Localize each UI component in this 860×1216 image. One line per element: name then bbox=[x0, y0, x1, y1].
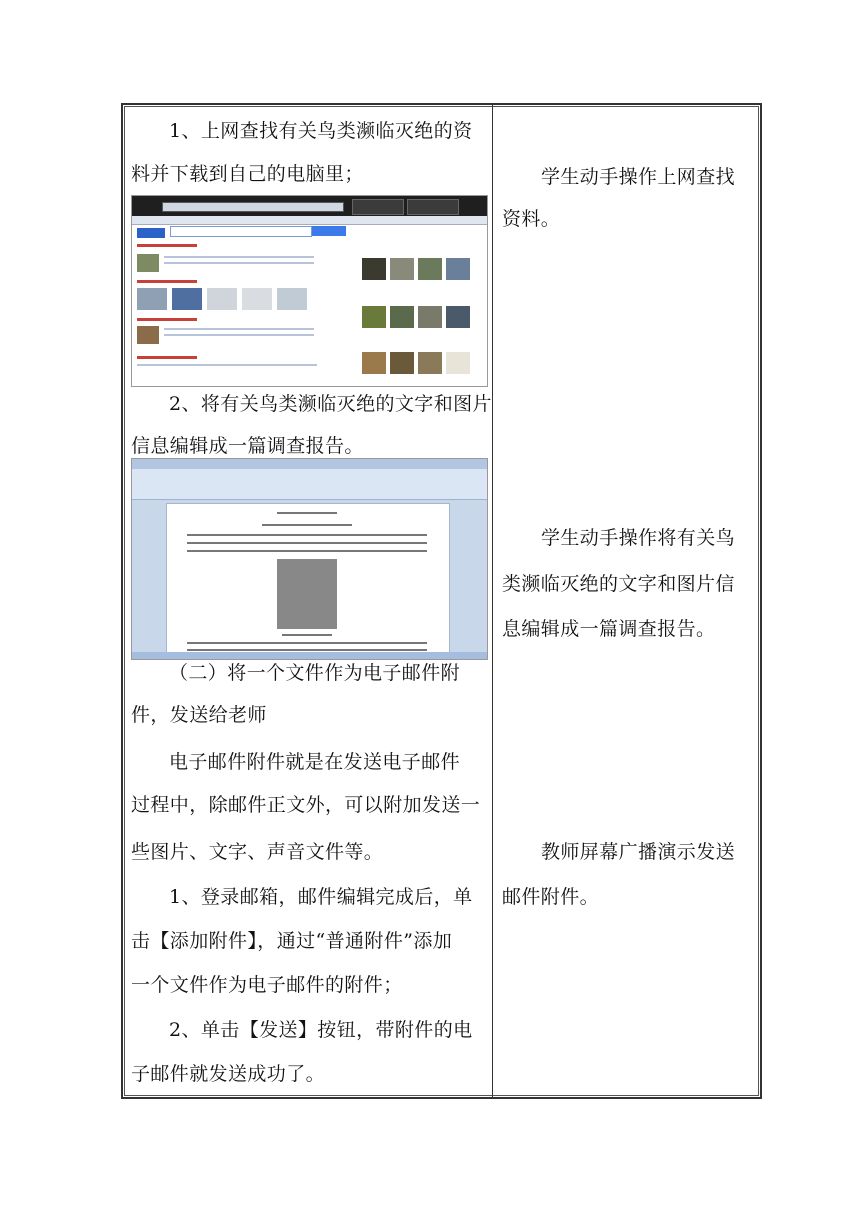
side-thumbnail bbox=[390, 352, 414, 374]
result-thumbnail bbox=[207, 288, 237, 310]
bird-photo bbox=[277, 559, 337, 629]
mail-step2-line2: 子邮件就发送成功了。 bbox=[131, 1063, 326, 1085]
side-thumbnail bbox=[418, 258, 442, 280]
doc-text bbox=[187, 642, 427, 644]
word-ribbon bbox=[132, 469, 487, 500]
result-title bbox=[137, 244, 197, 247]
side-thumbnail bbox=[362, 306, 386, 328]
result-thumbnail bbox=[137, 288, 167, 310]
result-text bbox=[164, 256, 314, 258]
side-thumbnail bbox=[418, 352, 442, 374]
mail-step2-line1: 2、单击【发送】按钮，带附件的电 bbox=[169, 1019, 473, 1041]
result-title bbox=[137, 318, 197, 321]
bookmark-bar bbox=[132, 216, 487, 225]
step1-line2: 料并下载到自己的电脑里； bbox=[131, 163, 364, 185]
section-heading-line2: 件，发送给老师 bbox=[131, 704, 267, 726]
side-thumbnail bbox=[362, 258, 386, 280]
step2-line1: 2、将有关鸟类濒临灭绝的文字和图片 bbox=[169, 393, 492, 415]
search-button bbox=[312, 226, 346, 236]
lesson-table bbox=[121, 103, 762, 1099]
result-thumbnail bbox=[242, 288, 272, 310]
doc-text bbox=[187, 550, 427, 552]
result-thumbnail bbox=[277, 288, 307, 310]
result-text bbox=[164, 262, 314, 264]
mail-step1-line3: 一个文件作为电子邮件的附件； bbox=[131, 974, 403, 996]
word-titlebar bbox=[132, 459, 487, 469]
section-heading-line1: （二）将一个文件作为电子邮件附 bbox=[169, 662, 461, 684]
search-logo bbox=[137, 228, 165, 238]
browser-search-screenshot bbox=[131, 195, 488, 387]
result-text bbox=[164, 334, 314, 336]
attachment-def-line1: 电子邮件附件就是在发送电子邮件 bbox=[169, 751, 461, 773]
doc-text bbox=[187, 542, 427, 544]
browser-toolbar bbox=[132, 196, 487, 216]
mail-step1-line1: 1、登录邮箱，邮件编辑完成后，单 bbox=[169, 886, 473, 908]
side-thumbnail bbox=[362, 352, 386, 374]
result-text bbox=[137, 364, 317, 366]
note-search-line1: 学生动手操作上网查找 bbox=[541, 166, 736, 188]
result-thumbnail bbox=[137, 254, 159, 272]
result-text bbox=[164, 328, 314, 330]
browser-tab bbox=[407, 199, 459, 215]
doc-text bbox=[262, 524, 352, 526]
note-report-line2: 类濒临灭绝的文字和图片信 bbox=[502, 573, 735, 595]
result-thumbnail bbox=[137, 326, 159, 344]
mail-step1-line2: 击【添加附件】，通过“普通附件”添加 bbox=[131, 930, 453, 952]
note-report-line3: 息编辑成一篇调查报告。 bbox=[502, 618, 716, 640]
note-report-line1: 学生动手操作将有关鸟 bbox=[541, 527, 736, 549]
note-teacher-line1: 教师屏幕广播演示发送 bbox=[541, 841, 736, 863]
step1-line1: 1、上网查找有关鸟类濒临灭绝的资 bbox=[169, 120, 473, 142]
address-bar bbox=[162, 202, 344, 212]
step2-line2: 信息编辑成一篇调查报告。 bbox=[131, 435, 364, 457]
note-search-line2: 资料。 bbox=[502, 208, 561, 230]
attachment-def-line3: 些图片、文字、声音文件等。 bbox=[131, 841, 384, 863]
side-thumbnail bbox=[446, 258, 470, 280]
word-statusbar bbox=[132, 652, 487, 659]
doc-text bbox=[187, 534, 427, 536]
side-thumbnail bbox=[418, 306, 442, 328]
side-thumbnail bbox=[390, 306, 414, 328]
side-thumbnail bbox=[390, 258, 414, 280]
doc-title-text bbox=[277, 512, 337, 514]
browser-tab bbox=[352, 199, 404, 215]
result-thumbnail bbox=[172, 288, 202, 310]
side-thumbnail bbox=[446, 306, 470, 328]
column-divider bbox=[492, 105, 493, 1097]
word-report-screenshot bbox=[131, 458, 488, 660]
result-title bbox=[137, 280, 197, 283]
doc-text bbox=[187, 649, 427, 651]
doc-text bbox=[282, 634, 332, 636]
side-thumbnail bbox=[446, 352, 470, 374]
note-teacher-line2: 邮件附件。 bbox=[502, 886, 600, 908]
search-box bbox=[170, 226, 312, 237]
word-document bbox=[166, 503, 450, 655]
result-title bbox=[137, 356, 197, 359]
attachment-def-line2: 过程中，除邮件正文外，可以附加发送一 bbox=[131, 794, 481, 816]
